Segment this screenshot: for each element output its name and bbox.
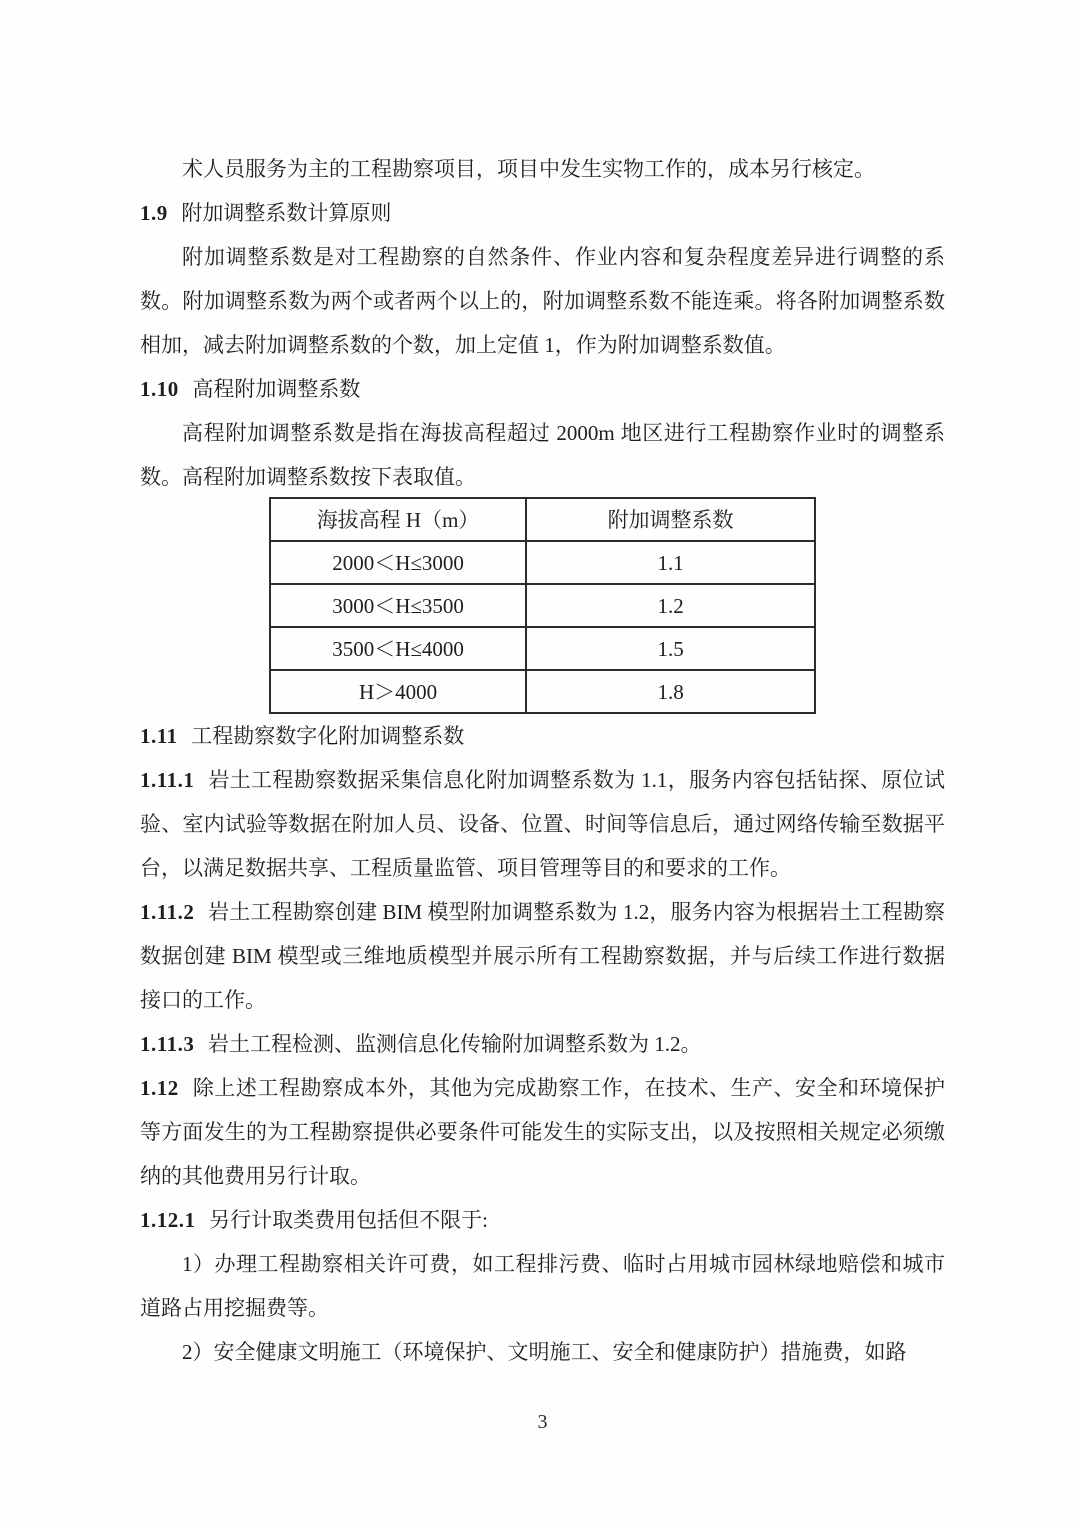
section-1-11-3-paragraph — [140, 1022, 945, 1066]
section-1-9-title: 附加调整系数计算原则 — [181, 201, 392, 225]
table-row — [270, 670, 815, 713]
page-number: 3 — [537, 1411, 548, 1433]
section-1-12-1-paragraph — [140, 1198, 945, 1242]
section-1-9-paragraph: 附加调整系数是对工程勘察的自然条件、作业内容和复杂程度差异进行调整的系数。附加调整系数为两个或者两个以上的，附加调整系数不能连乘。将各附加调整系数相加，减去附加调整系数的个数，加上定值 1，作为附加调整系数值。 — [140, 245, 945, 357]
section-1-12-number: 1.12 — [140, 1076, 179, 1100]
section-1-11-number: 1.11 — [140, 724, 178, 748]
section-1-11-1-number: 1.11.1 — [140, 768, 195, 792]
table-header-elevation: 海拔高程 H（m） — [270, 498, 526, 541]
table-cell-coefficient: 1.1 — [526, 541, 815, 584]
elevation-adjustment-table — [269, 497, 816, 714]
list-item-1: 1）办理工程勘察相关许可费，如工程排污费、临时占用城市园林绿地赔偿和城市道路占用挖掘费等。 — [140, 1252, 945, 1320]
section-1-11-2-paragraph — [140, 890, 945, 1022]
section-1-11-1-text: 岩土工程勘察数据采集信息化附加调整系数为 1.1，服务内容包括钻探、原位试验、室内试验等数据在附加人员、设备、位置、时间等信息后，通过网络传输至数据平台，以满足数据共享、工程质量监管、项目管理等目的和要求的工作。 — [140, 768, 945, 880]
section-1-12-1-text: 另行计取类费用包括但不限于: — [209, 1208, 488, 1232]
table-row — [270, 584, 815, 627]
section-1-12-paragraph — [140, 1066, 945, 1198]
table-row — [270, 541, 815, 584]
section-1-10-title: 高程附加调整系数 — [192, 377, 361, 401]
section-1-12-text: 除上述工程勘察成本外，其他为完成勘察工作，在技术、生产、安全和环境保护等方面发生的为工程勘察提供必要条件可能发生的实际支出，以及按照相关规定必须缴纳的其他费用另行计取。 — [140, 1076, 945, 1188]
table-cell-elevation: 2000＜H≤3000 — [270, 541, 526, 584]
section-1-11-1-paragraph — [140, 758, 945, 890]
section-1-11-title: 工程勘察数字化附加调整系数 — [191, 724, 465, 748]
table-row — [270, 627, 815, 670]
table-cell-coefficient: 1.2 — [526, 584, 815, 627]
section-1-11-3-text: 岩土工程检测、监测信息化传输附加调整系数为 1.2。 — [207, 1032, 702, 1056]
table-cell-coefficient: 1.5 — [526, 627, 815, 670]
paragraph-continuation: 术人员服务为主的工程勘察项目，项目中发生实物工作的，成本另行核定。 — [182, 157, 875, 181]
table-header-coefficient: 附加调整系数 — [526, 498, 815, 541]
list-item-2: 2）安全健康文明施工（环境保护、文明施工、安全和健康防护）措施费，如路 — [182, 1340, 907, 1364]
section-1-9-heading — [140, 191, 945, 235]
section-1-12-1-number: 1.12.1 — [140, 1208, 196, 1232]
section-1-11-heading — [140, 714, 945, 758]
section-1-10-paragraph: 高程附加调整系数是指在海拔高程超过 2000m 地区进行工程勘察作业时的调整系数。高程附加调整系数按下表取值。 — [140, 421, 945, 489]
table-header-row — [270, 498, 815, 541]
section-1-10-heading — [140, 367, 945, 411]
section-1-11-2-text: 岩土工程勘察创建 BIM 模型附加调整系数为 1.2，服务内容为根据岩土工程勘察数据创建 BIM 模型或三维地质模型并展示所有工程勘察数据，并与后续工作进行数据接口的工作。 — [140, 900, 945, 1012]
table-cell-elevation: H＞4000 — [270, 670, 526, 713]
table-cell-elevation: 3500＜H≤4000 — [270, 627, 526, 670]
section-1-9-number: 1.9 — [140, 201, 168, 225]
section-1-10-number: 1.10 — [140, 377, 179, 401]
section-1-11-3-number: 1.11.3 — [140, 1032, 195, 1056]
table-cell-coefficient: 1.8 — [526, 670, 815, 713]
table-cell-elevation: 3000＜H≤3500 — [270, 584, 526, 627]
section-1-11-2-number: 1.11.2 — [140, 900, 195, 924]
